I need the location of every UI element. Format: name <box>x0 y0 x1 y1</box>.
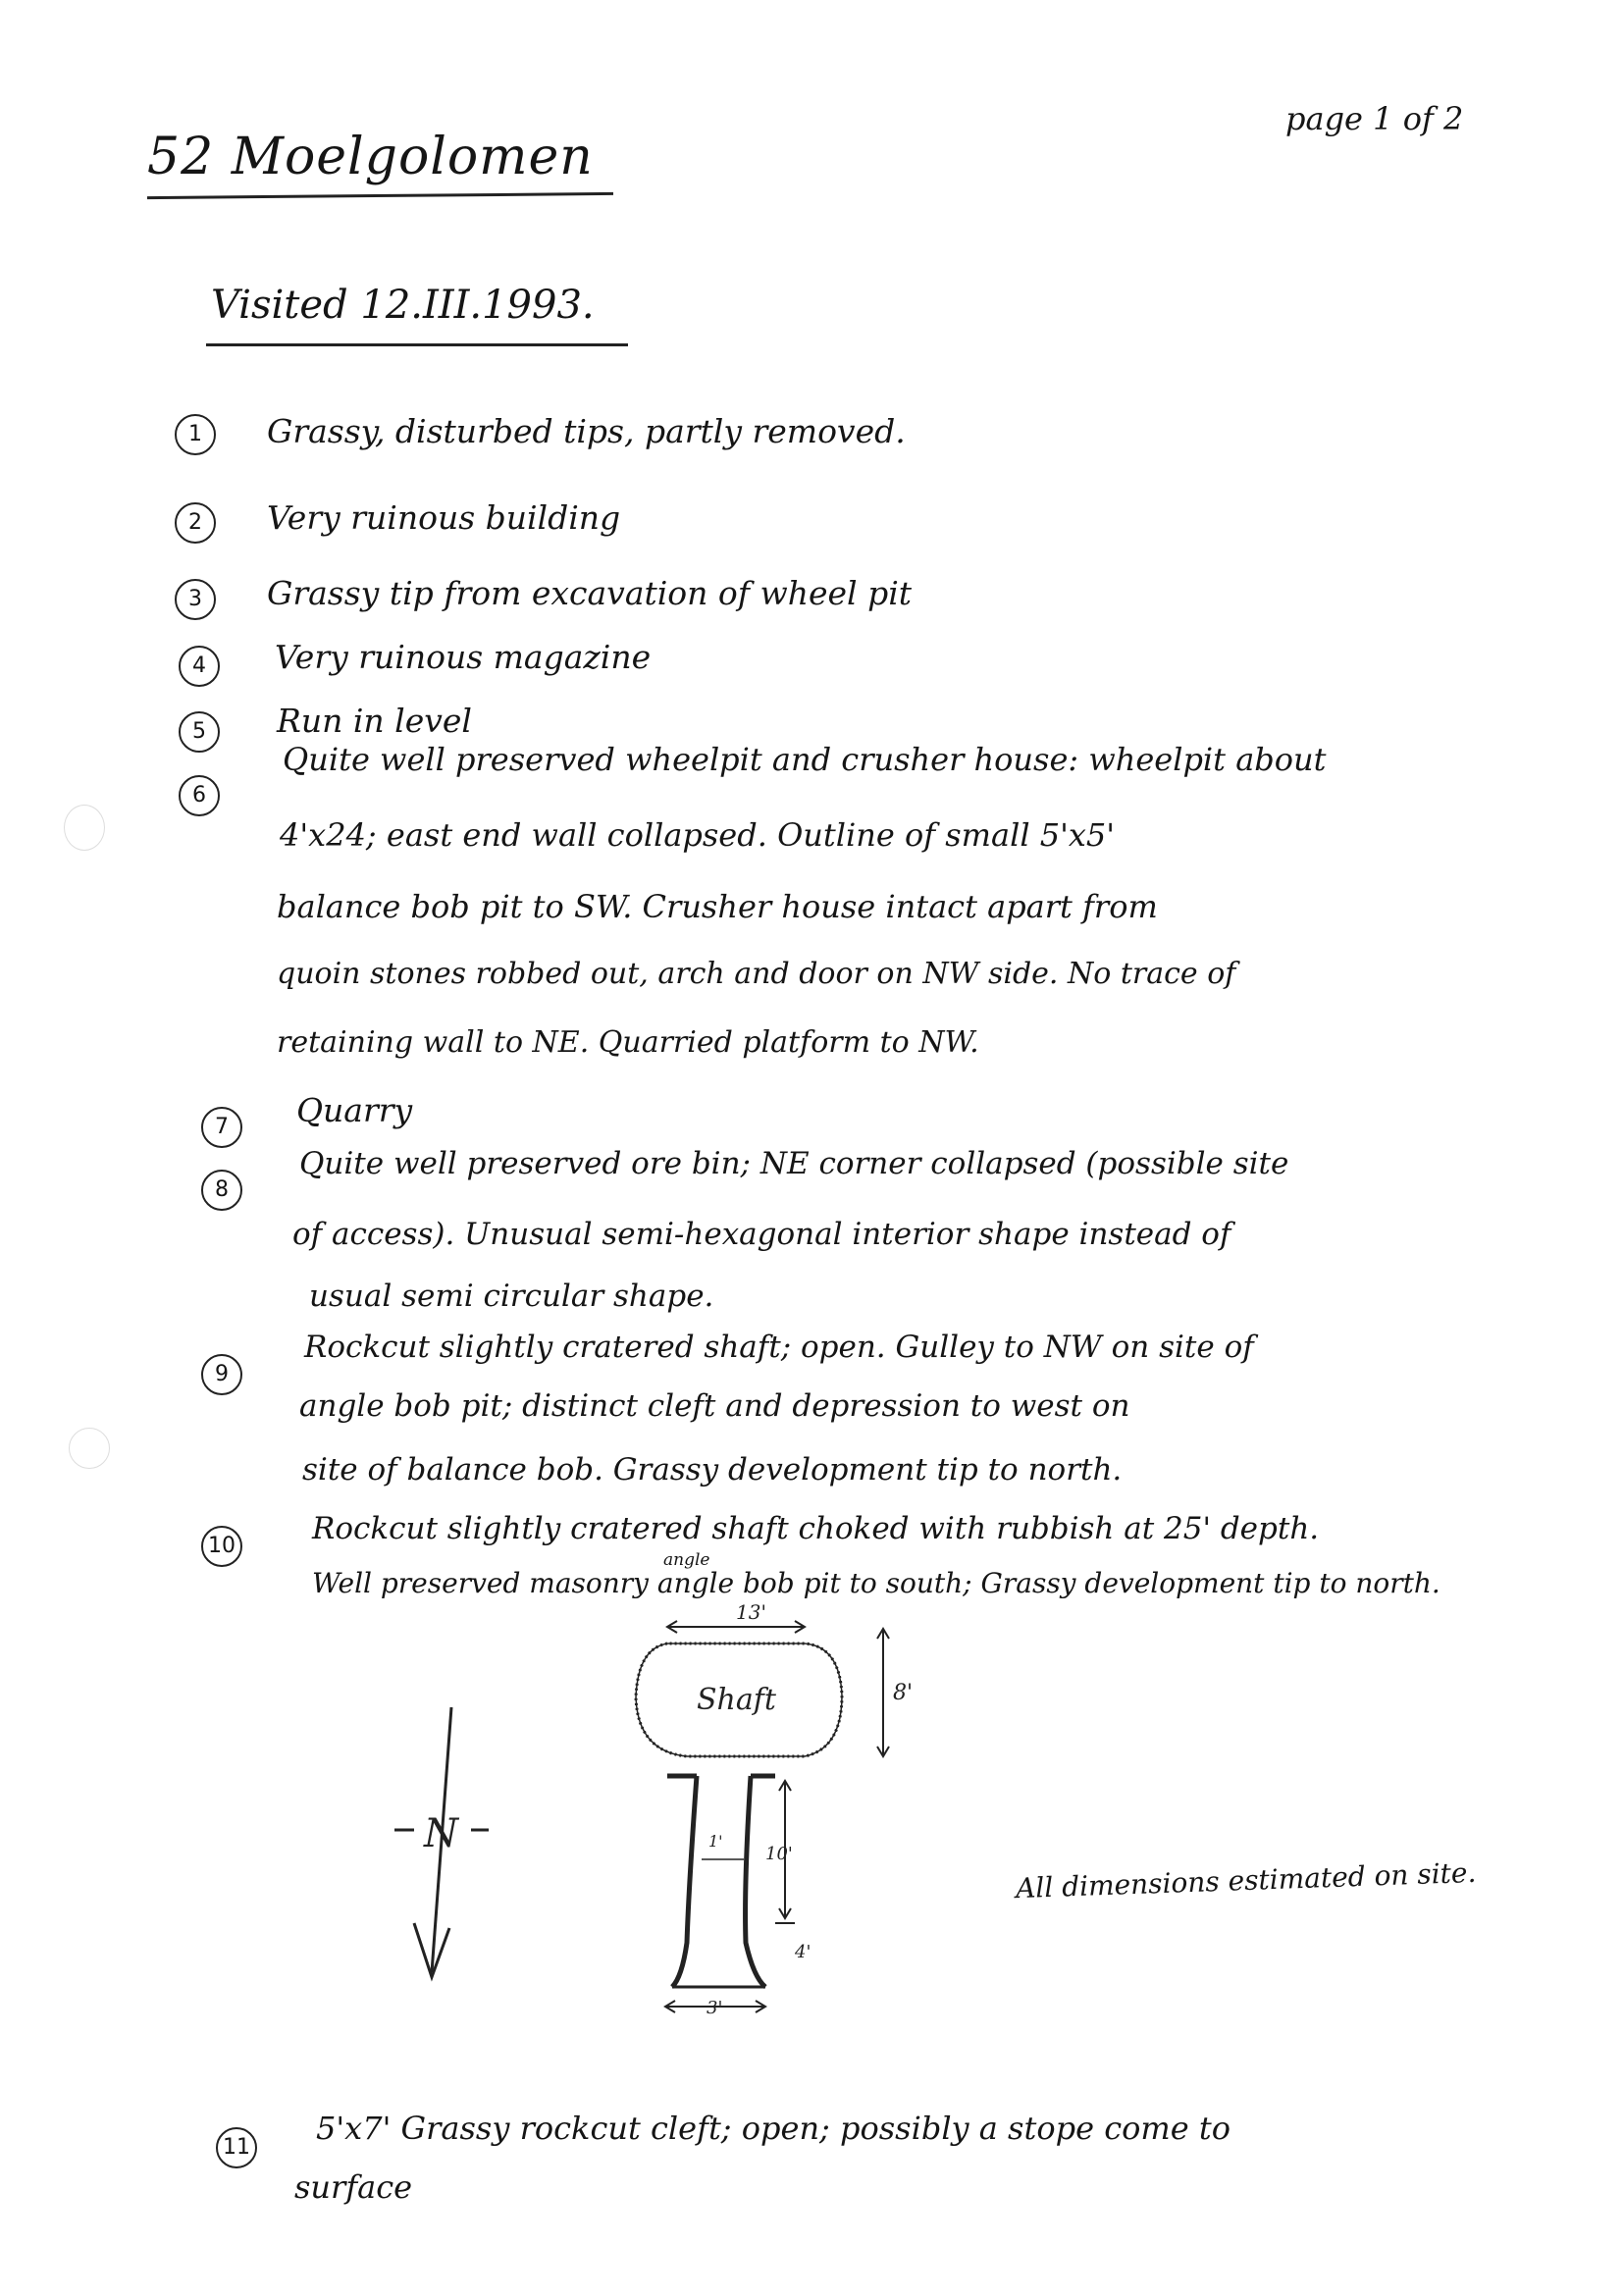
item-text: 4'x24; east end wall collapsed. Outline of small 5'x5' <box>280 816 1116 854</box>
item-text: Quite well preserved wheelpit and crusher house: wheelpit about <box>283 741 1327 778</box>
item-number: 9 <box>201 1354 242 1395</box>
item-number: 11 <box>216 2127 257 2168</box>
pit-length-label: 10' <box>765 1844 793 1864</box>
visited-underline <box>206 343 628 346</box>
item-text: quoin stones robbed out, arch and door on NW side. No trace of <box>277 957 1236 991</box>
item-text: Rockcut slightly cratered shaft choked with rubbish at 25' depth. <box>312 1511 1320 1546</box>
visited-date: Visited 12.III.1993. <box>211 283 595 328</box>
height-label: 8' <box>893 1681 914 1705</box>
pit-width-label: 1' <box>708 1832 723 1851</box>
item-text: usual semi circular shape. <box>309 1278 714 1314</box>
item-text: Grassy tip from excavation of wheel pit <box>267 574 913 612</box>
item-number: 3 <box>175 579 216 620</box>
item-text: Very ruinous building <box>267 498 621 537</box>
title-underline <box>147 192 613 199</box>
shaft-sketch <box>373 1590 1138 2080</box>
item-text: retaining wall to NE. Quarried platform to NW. <box>277 1025 979 1060</box>
item-text: Quite well preserved ore bin; NE corner collapsed (possible site <box>299 1146 1289 1181</box>
item-number: 6 <box>179 775 220 816</box>
item-text: angle bob pit; distinct cleft and depression to west on <box>299 1388 1130 1424</box>
pit-end-label: 4' <box>795 1942 812 1962</box>
item-text: balance bob pit to SW. Crusher house intact apart from <box>277 888 1158 925</box>
item-number: 2 <box>175 502 216 544</box>
pit-base-label: 3' <box>707 1998 723 2018</box>
item-number: 1 <box>175 414 216 455</box>
scan-speck <box>69 1428 110 1469</box>
dimensions-note: All dimensions estimated on site. <box>1015 1855 1477 1905</box>
north-label: N <box>424 1811 458 1856</box>
inserted-word: angle <box>663 1550 710 1570</box>
item-text: surface <box>294 2168 413 2206</box>
item-text: site of balance bob. Grassy development tip to north. <box>302 1452 1123 1487</box>
scan-speck <box>64 805 105 851</box>
item-text: 5'x7' Grassy rockcut cleft; open; possibly a stope come to <box>316 2110 1230 2147</box>
item-number: 8 <box>201 1170 242 1211</box>
shaft-label: Shaft <box>697 1683 776 1717</box>
item-text: Very ruinous magazine <box>275 638 652 676</box>
item-text: Quarry <box>296 1091 413 1129</box>
item-text: of access). Unusual semi-hexagonal interior shape instead of <box>292 1217 1231 1252</box>
bob-pit-outline <box>667 1776 775 1987</box>
item-number: 7 <box>201 1107 242 1148</box>
item-text: Well preserved masonry angle bob pit to south; Grassy development tip to north. <box>312 1567 1440 1599</box>
item-text: Rockcut slightly cratered shaft; open. Gulley to NW on site of <box>304 1330 1254 1365</box>
item-number: 4 <box>179 646 220 687</box>
document-title: 52 Moelgolomen <box>147 128 594 186</box>
item-text: Run in level <box>277 702 472 740</box>
item-text: Grassy, disturbed tips, partly removed. <box>267 412 906 450</box>
item-number: 10 <box>201 1526 242 1567</box>
width-label: 13' <box>736 1600 766 1624</box>
page-number: page 1 of 2 <box>1285 100 1464 137</box>
item-number: 5 <box>179 711 220 753</box>
